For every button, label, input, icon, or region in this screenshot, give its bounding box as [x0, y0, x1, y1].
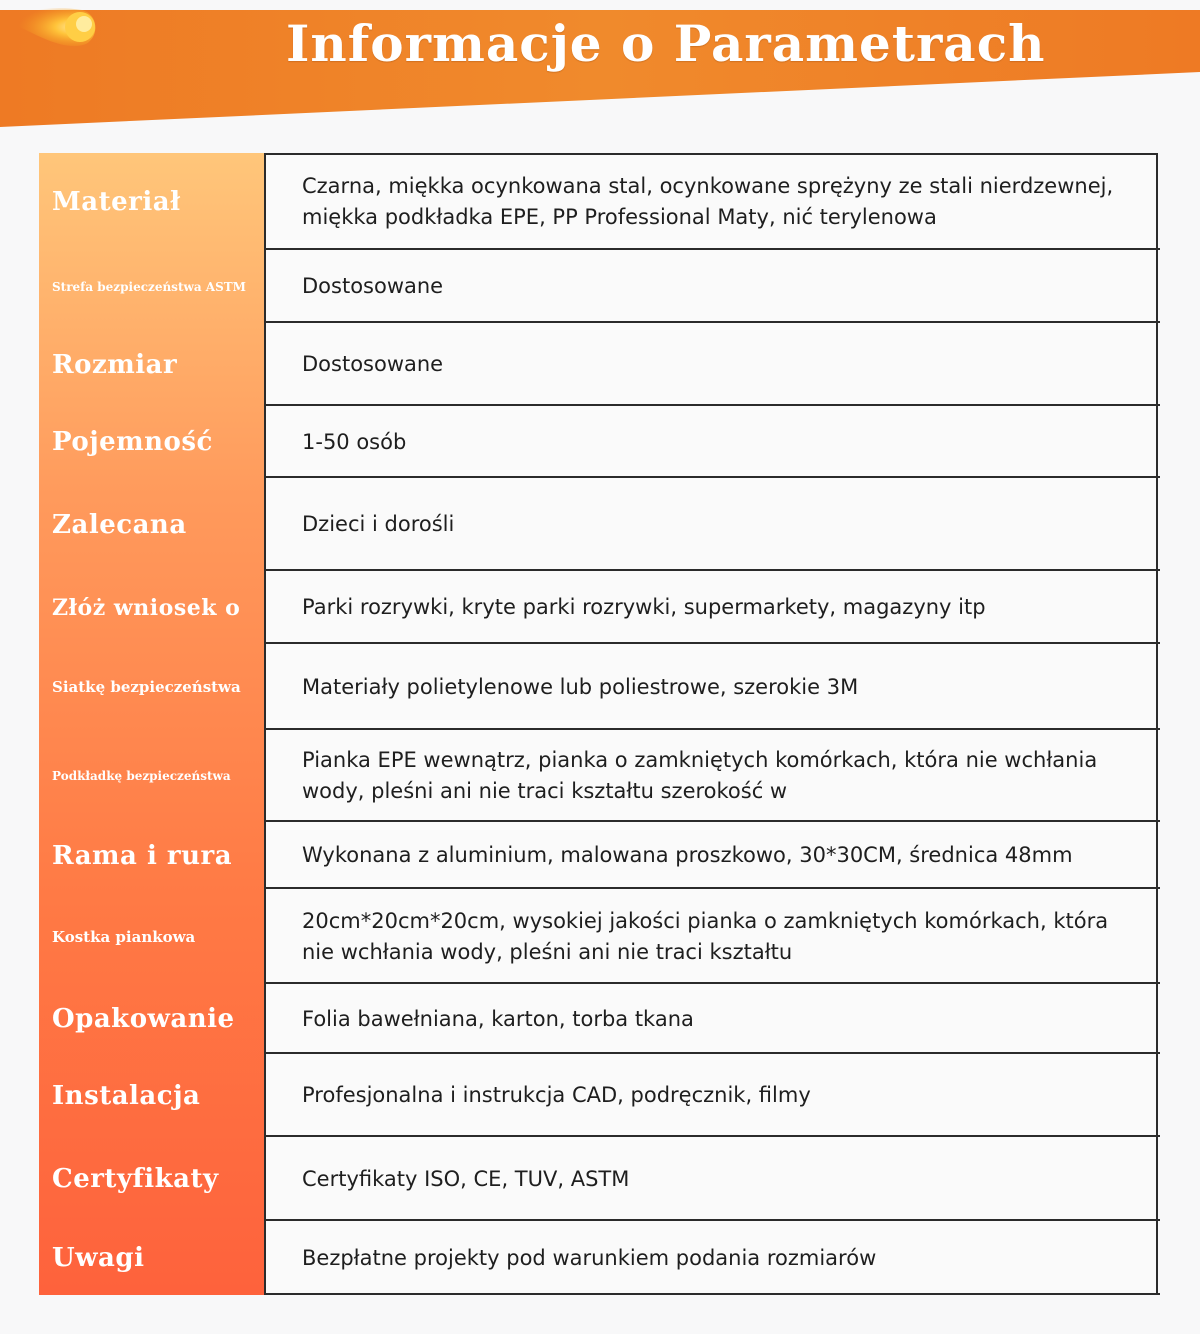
table-row: [39, 406, 1160, 478]
header-banner: [0, 0, 1200, 140]
table-row: [39, 1054, 1160, 1137]
table-row: [39, 571, 1160, 644]
row-label: Rozmiar: [52, 349, 178, 380]
table-row: [39, 644, 1160, 730]
row-label: Pojemność: [52, 427, 213, 457]
row-value: Dostosowane: [302, 274, 444, 298]
table-row: [39, 250, 1160, 323]
row-value: Bezpłatne projekty pod warunkiem podania rozmiarów: [302, 1245, 877, 1270]
row-value: Folia bawełniana, karton, torba tkana: [302, 1006, 694, 1031]
row-label: Kostka piankowa: [52, 927, 196, 946]
row-value: Profesjonalna i instrukcja CAD, podręcznik, filmy: [302, 1083, 811, 1107]
table-row: [39, 1221, 1160, 1295]
row-value: Materiały polietylenowe lub poliestrowe, szerokie 3M: [302, 674, 859, 699]
row-divider: [264, 1293, 1160, 1295]
table-row: [39, 153, 1160, 250]
table-row: [39, 984, 1160, 1054]
row-value: Dostosowane: [302, 352, 444, 376]
row-value: Certyfikaty ISO, CE, TUV, ASTM: [302, 1166, 630, 1191]
row-label: Złóż wniosek o: [52, 594, 241, 621]
row-label: Zalecana: [52, 509, 187, 540]
row-value: Wykonana z aluminium, malowana proszkowo, 30*30CM, średnica 48mm: [302, 843, 1073, 867]
row-value: 20cm*20cm*20cm, wysokiej jakości pianka o zamkniętych komórkach, która nie wchłania wody, pleśni ani nie traci kształtu: [302, 908, 1109, 964]
row-value: Pianka EPE wewnątrz, pianka o zamkniętych komórkach, która nie wchłania wody, pleśni ani nie traci kształtu szerokość w: [302, 748, 1098, 803]
row-label: Strefa bezpieczeństwa ASTM: [52, 279, 246, 294]
row-label: Rama i rura: [52, 840, 233, 871]
table-row: [39, 730, 1160, 822]
page-title: Informacje o Parametrach: [286, 14, 1046, 73]
row-label: Opakowanie: [52, 1004, 235, 1034]
row-label: Uwagi: [52, 1243, 145, 1273]
row-value: Czarna, miękka ocynkowana stal, ocynkowane sprężyny ze stali nierdzewnej, miękka podkładka EPE, PP Professional Maty, nić terylenowa: [302, 173, 1114, 229]
table-row: [39, 323, 1160, 406]
row-label: Certyfikaty: [52, 1164, 219, 1194]
fireball-icon: [0, 0, 100, 50]
row-label: Siatkę bezpieczeństwa: [52, 678, 241, 696]
row-value: 1-50 osób: [302, 429, 407, 454]
spec-table: [39, 153, 1160, 1295]
row-label: Podkładkę bezpieczeństwa: [52, 769, 231, 783]
row-label: Instalacja: [52, 1080, 201, 1111]
table-row: [39, 822, 1160, 889]
row-value: Dzieci i dorośli: [302, 512, 455, 536]
row-value: Parki rozrywki, kryte parki rozrywki, supermarkety, magazyny itp: [302, 595, 986, 619]
row-label: Materiał: [52, 186, 181, 217]
table-row: [39, 478, 1160, 571]
table-row: [39, 889, 1160, 984]
table-row: [39, 1137, 1160, 1221]
